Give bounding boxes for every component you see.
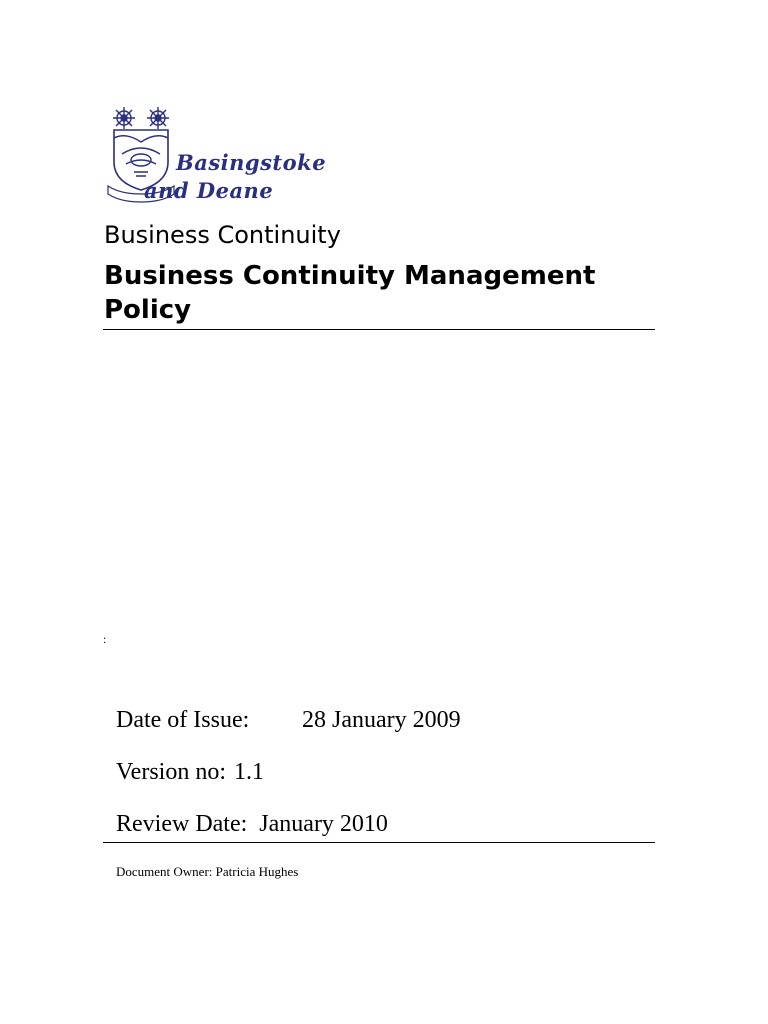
version-value: 1.1 xyxy=(234,759,264,785)
logo-text-line1: Basingstoke xyxy=(176,150,327,175)
review-date-label: Review Date: xyxy=(116,811,248,837)
document-category: Business Continuity xyxy=(104,221,341,249)
document-title: Business Continuity Management Policy xyxy=(104,261,596,325)
version-label: Version no: xyxy=(116,759,226,785)
review-date-line xyxy=(116,811,388,838)
title-divider xyxy=(103,329,655,330)
date-of-issue-label: Date of Issue: xyxy=(116,707,250,733)
review-date-value: January 2010 xyxy=(259,811,388,837)
version-line xyxy=(116,759,264,786)
document-owner: Document Owner: Patricia Hughes xyxy=(116,864,299,879)
date-of-issue-value: 28 January 2009 xyxy=(302,707,461,733)
stray-mark: : xyxy=(103,632,107,646)
meta-divider xyxy=(103,842,655,843)
logo-text-line2: and Deane xyxy=(144,178,274,203)
date-of-issue-line xyxy=(116,707,461,734)
